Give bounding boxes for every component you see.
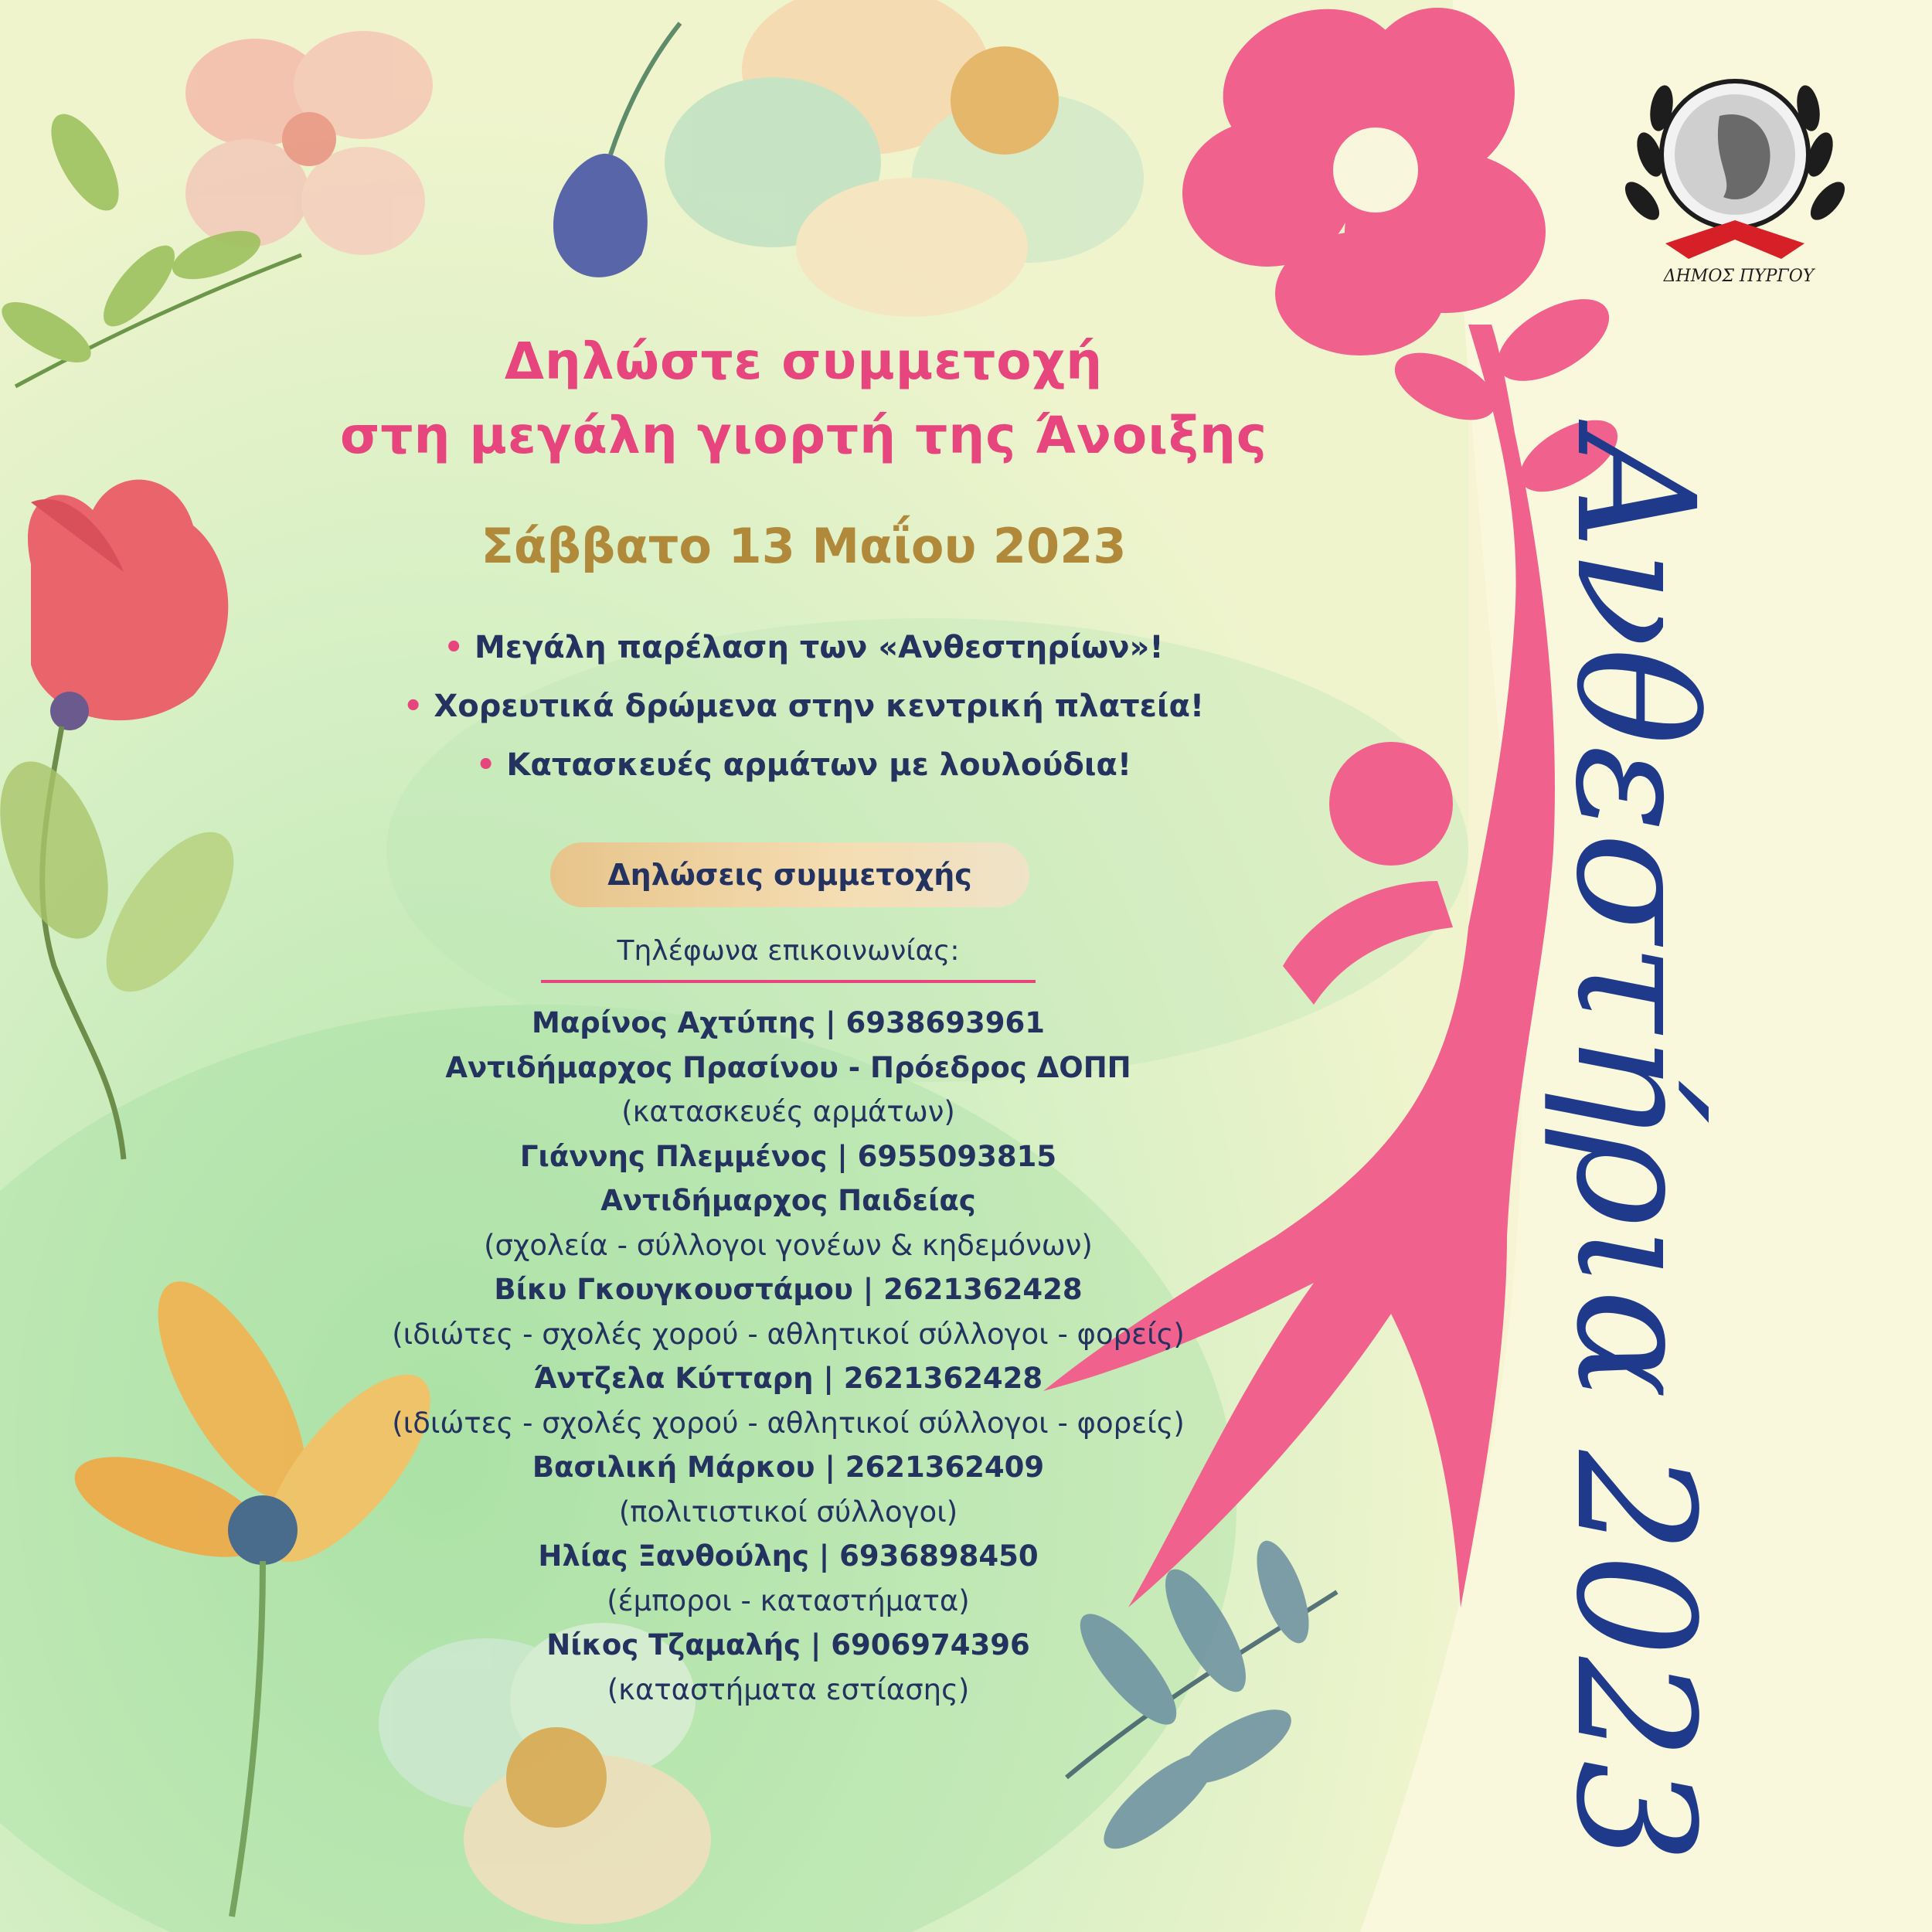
contact-area: (σχολεία - σύλλογοι γονέων & κηδεμόνων)	[484, 1228, 1093, 1262]
highlights-list	[294, 618, 1314, 794]
contact-role: Αντιδήμαρχος Παιδείας	[600, 1184, 976, 1217]
logo-caption: ΔΗΜΟΣ ΠΥΡΓΟΥ	[1663, 267, 1815, 286]
contact-name: Βασιλική Μάρκου | 2621362409	[532, 1451, 1045, 1484]
highlight-item	[294, 618, 1314, 677]
contact-name: Νίκος Τζαμαλής | 6906974396	[546, 1628, 1030, 1662]
cream-flower-top	[665, 0, 1144, 317]
contact-area: (καταστήματα εστίασης)	[607, 1672, 970, 1706]
divider	[541, 980, 1036, 983]
registrations-badge: Δηλώσεις συμμετοχής	[550, 842, 1029, 907]
red-tulip	[0, 480, 258, 1159]
headline-line2: στη μεγάλη γιορτή της Άνοιξης	[339, 406, 1268, 465]
contacts-list	[340, 1001, 1236, 1712]
headline-line1: Δηλώστε συμμετοχή	[504, 332, 1104, 391]
contact-area: (έμποροι - καταστήματα)	[607, 1583, 970, 1617]
contact-area: (ιδιώτες - σχολές χορού - αθλητικοί σύλλογοι - φορείς)	[392, 1317, 1185, 1351]
blue-bud	[553, 23, 680, 277]
highlight-item	[294, 677, 1314, 736]
highlight-text: Μεγάλη παρέλαση των «Ανθεστηρίων»!	[474, 630, 1164, 665]
contact-area: (πολιτιστικοί σύλλογοι)	[618, 1495, 958, 1529]
highlight-item	[294, 736, 1314, 794]
bullet-dot: •	[444, 630, 464, 665]
event-date: Σάββατο 13 Μαΐου 2023	[481, 518, 1127, 574]
vertical-event-title: Ανθεστήρια 2023	[1540, 431, 1730, 1864]
peach-flower-top-left	[185, 31, 433, 255]
contact-name: Άντζελα Κύτταρη | 2621362428	[533, 1362, 1043, 1395]
contact-name: Βίκυ Γκουγκουστάμου | 2621362428	[494, 1273, 1083, 1306]
headline	[294, 325, 1314, 473]
phones-label: Τηλέφωνα επικοινωνίας:	[617, 935, 960, 967]
contact-name: Ηλίας Ξανθούλης | 6936898450	[538, 1539, 1039, 1573]
contact-area: (ιδιώτες - σχολές χορού - αθλητικοί σύλλογοι - φορείς)	[392, 1406, 1185, 1440]
contact-area: (κατασκευές αρμάτων)	[621, 1095, 955, 1128]
municipality-logo	[1619, 46, 1851, 294]
highlight-text: Κατασκευές αρμάτων με λουλούδια!	[506, 747, 1132, 783]
contact-name: Μαρίνος Αχτύπης | 6938693961	[532, 1006, 1045, 1039]
bullet-dot: •	[403, 689, 423, 724]
contact-role: Αντιδήμαρχος Πρασίνου - Πρόεδρος ΔΟΠΠ	[445, 1050, 1131, 1084]
bullet-dot: •	[475, 747, 496, 783]
highlight-text: Χορευτικά δρώμενα στην κεντρική πλατεία!	[434, 689, 1205, 724]
contact-name: Γιάννης Πλεμμένος | 6955093815	[519, 1139, 1057, 1173]
